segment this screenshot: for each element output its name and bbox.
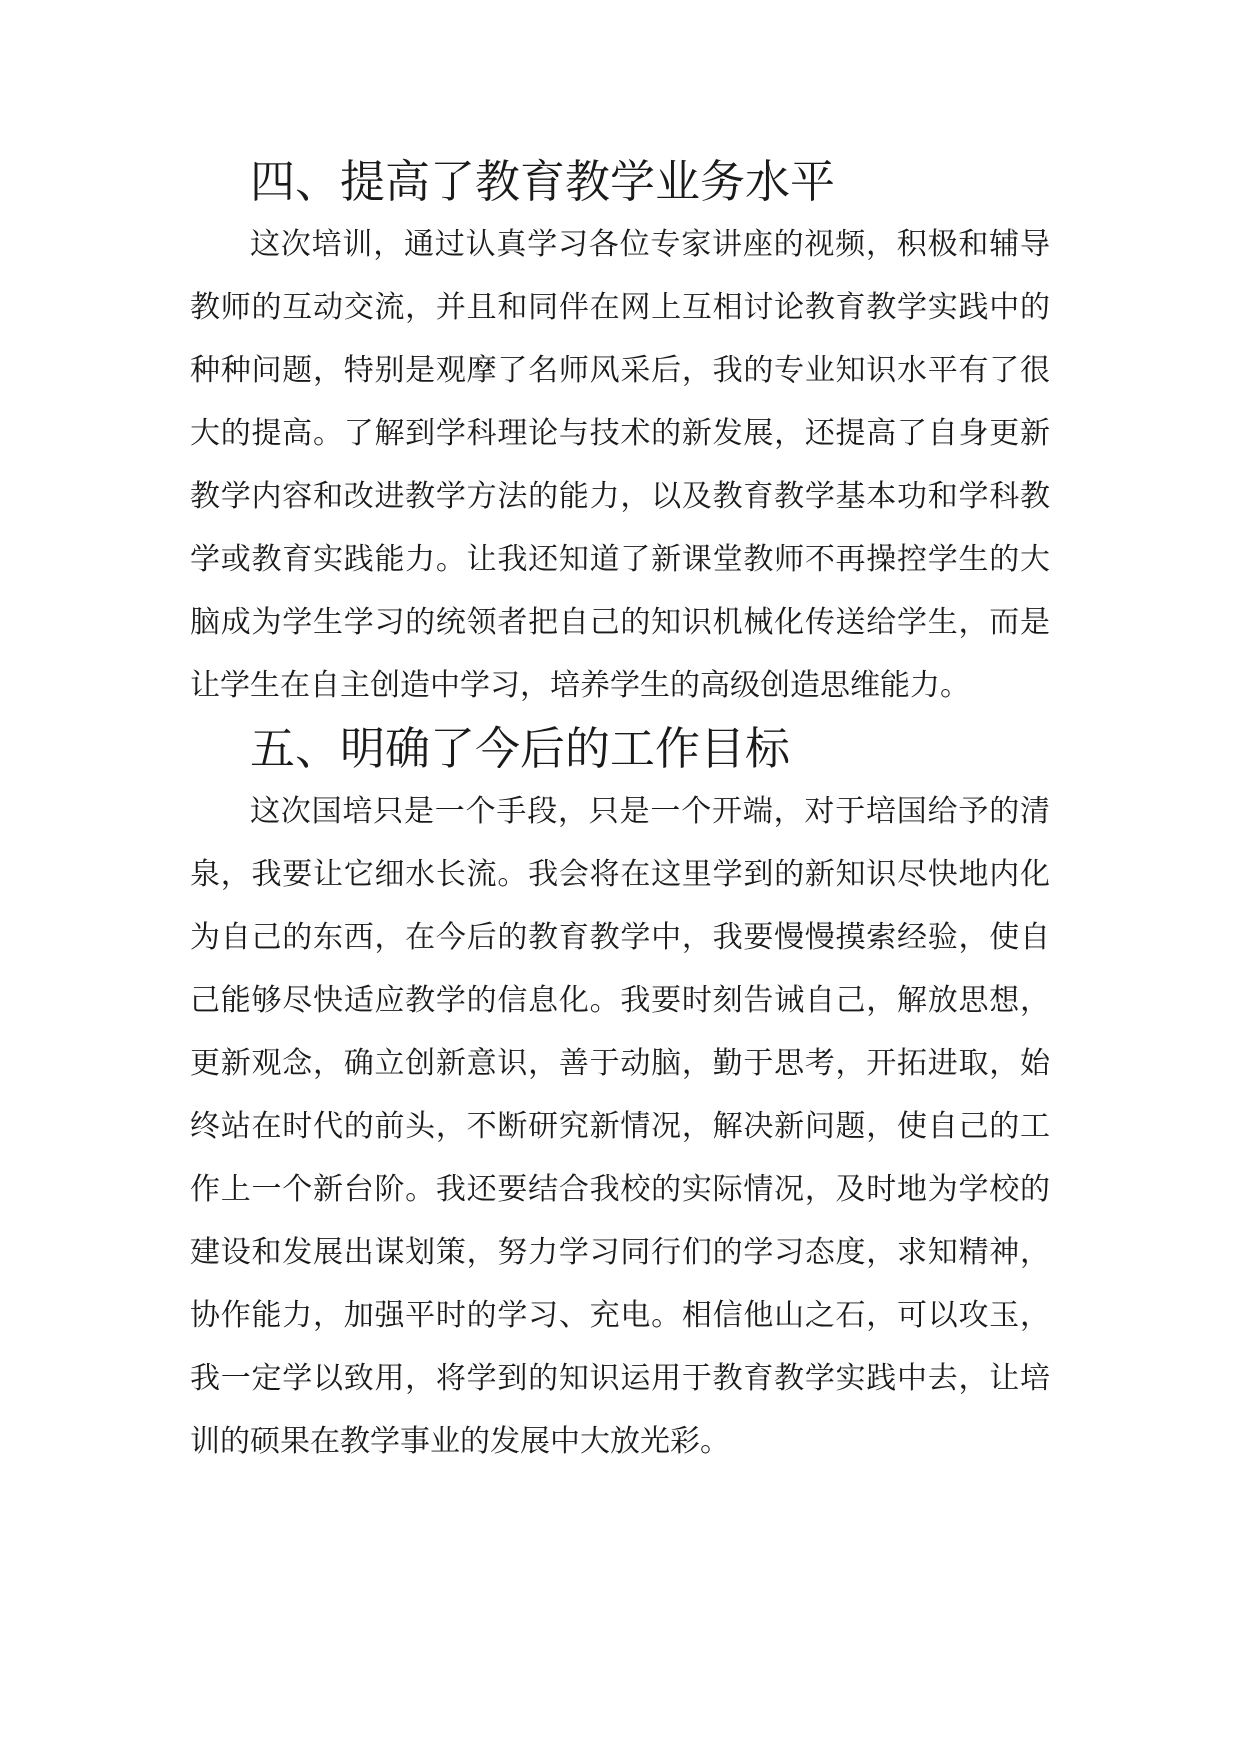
section-heading-4: 四、提高了教育教学业务水平 [250, 155, 836, 208]
section-paragraph-5: 这次国培只是一个手段，只是一个开端，对于培国给予的清泉，我要让它细水长流。我会将在这里学到的新知识尽快地内化为自己的东西，在今后的教育教学中，我要慢慢摸索经验，使自己能够尽快适应教学的信息化。我要时刻告诫自己，解放思想，更新观念，确立创新意识，善于动脑，勤于思考，开拓进取，始终站在时代的前头，不断研究新情况，解决新问题，使自己的工作上一个新台阶。我还要结合我校的实际情况，及时地为学校的建设和发展出谋划策，努力学习同行们的学习态度，求知精神，协作能力，加强平时的学习、充电。相信他山之石，可以攻玉，我一定学以致用，将学到的知识运用于教育教学实践中去，让培训的硕果在教学事业的发展中大放光彩。 [190, 794, 1050, 1459]
section-paragraph-4: 这次培训，通过认真学习各位专家讲座的视频，积极和辅导教师的互动交流，并且和同伴在网上互相讨论教育教学实践中的种种问题，特别是观摩了名师风采后，我的专业知识水平有了很大的提高。了解到学科理论与技术的新发展，还提高了自身更新教学内容和改进教学方法的能力，以及教育教学基本功和学科教学或教育实践能力。让我还知道了新课堂教师不再操控学生的大脑成为学生学习的统领者把自己的知识机械化传送给学生，而是让学生在自主创造中学习，培养学生的高级创造思维能力。 [190, 227, 1050, 703]
document-body [190, 150, 1050, 1473]
section-heading-5: 五、明确了今后的工作目标 [250, 722, 791, 775]
